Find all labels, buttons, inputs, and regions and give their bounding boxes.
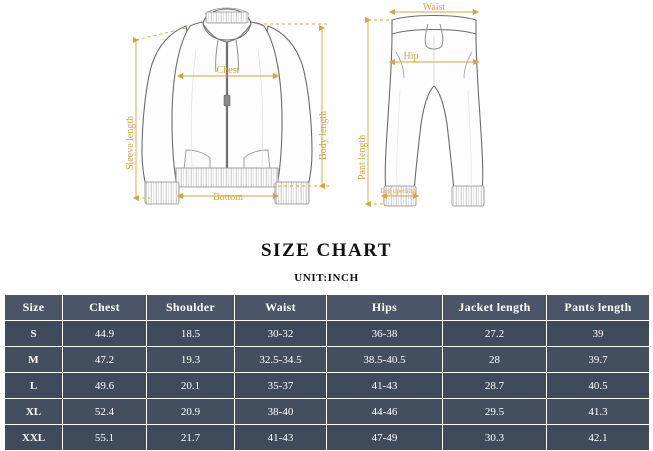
cell-size: XXL — [5, 425, 63, 451]
cell-shoulder: 21.7 — [147, 425, 235, 451]
table-row — [5, 373, 650, 399]
cell-shoulder: 20.9 — [147, 399, 235, 425]
size-table — [4, 294, 650, 451]
label-chest: Chest — [216, 65, 240, 76]
pants-drawing — [384, 16, 484, 207]
table-row — [5, 399, 650, 425]
cell-jacket-length: 27.2 — [443, 321, 547, 347]
cell-pants-length: 39 — [547, 321, 650, 347]
col-header-waist: Waist — [235, 295, 327, 321]
cell-pants-length: 39.7 — [547, 347, 650, 373]
cell-shoulder: 18.5 — [147, 321, 235, 347]
col-header-jacket-length: Jacket length — [443, 295, 547, 321]
cell-hips: 36-38 — [327, 321, 443, 347]
cell-hips: 41-43 — [327, 373, 443, 399]
page-title: SIZE CHART — [260, 240, 392, 261]
label-waist: Waist — [422, 2, 446, 13]
cell-chest: 44.9 — [63, 321, 147, 347]
label-body-length: Body length — [318, 110, 329, 160]
table-row — [5, 347, 650, 373]
cell-waist: 35-37 — [235, 373, 327, 399]
label-leg-opening: Leg opening — [380, 187, 416, 195]
cell-chest: 55.1 — [63, 425, 147, 451]
cell-hips: 38.5-40.5 — [327, 347, 443, 373]
cell-shoulder: 19.3 — [147, 347, 235, 373]
cell-jacket-length: 28 — [443, 347, 547, 373]
cell-chest: 47.2 — [63, 347, 147, 373]
cell-chest: 52.4 — [63, 399, 147, 425]
cell-pants-length: 42.1 — [547, 425, 650, 451]
label-bottom: Bottom — [212, 192, 244, 203]
cell-hips: 47-49 — [327, 425, 443, 451]
cell-waist: 38-40 — [235, 399, 327, 425]
cell-pants-length: 40.5 — [547, 373, 650, 399]
label-sleeve-length: Sleeve length — [125, 115, 136, 170]
cell-size: M — [5, 347, 63, 373]
col-header-chest: Chest — [63, 295, 147, 321]
cell-chest: 49.6 — [63, 373, 147, 399]
jacket-drawing — [142, 8, 312, 204]
cell-jacket-length: 28.7 — [443, 373, 547, 399]
col-header-hips: Hips — [327, 295, 443, 321]
label-hip: Hip — [403, 51, 419, 62]
cell-waist: 41-43 — [235, 425, 327, 451]
cell-jacket-length: 30.3 — [443, 425, 547, 451]
cell-size: XL — [5, 399, 63, 425]
cell-waist: 32.5-34.5 — [235, 347, 327, 373]
col-header-shoulder: Shoulder — [147, 295, 235, 321]
label-pant-length: Pant length — [357, 134, 368, 180]
cell-pants-length: 41.3 — [547, 399, 650, 425]
cell-shoulder: 20.1 — [147, 373, 235, 399]
cell-hips: 44-46 — [327, 399, 443, 425]
col-header-size: Size — [5, 295, 63, 321]
cell-size: L — [5, 373, 63, 399]
table-row — [5, 321, 650, 347]
table-header-row — [5, 295, 650, 321]
unit-label: UNIT:INCH — [294, 272, 359, 284]
cell-jacket-length: 29.5 — [443, 399, 547, 425]
cell-size: S — [5, 321, 63, 347]
col-header-pants-length: Pants length — [547, 295, 650, 321]
size-table-container — [4, 294, 649, 451]
cell-waist: 30-32 — [235, 321, 327, 347]
